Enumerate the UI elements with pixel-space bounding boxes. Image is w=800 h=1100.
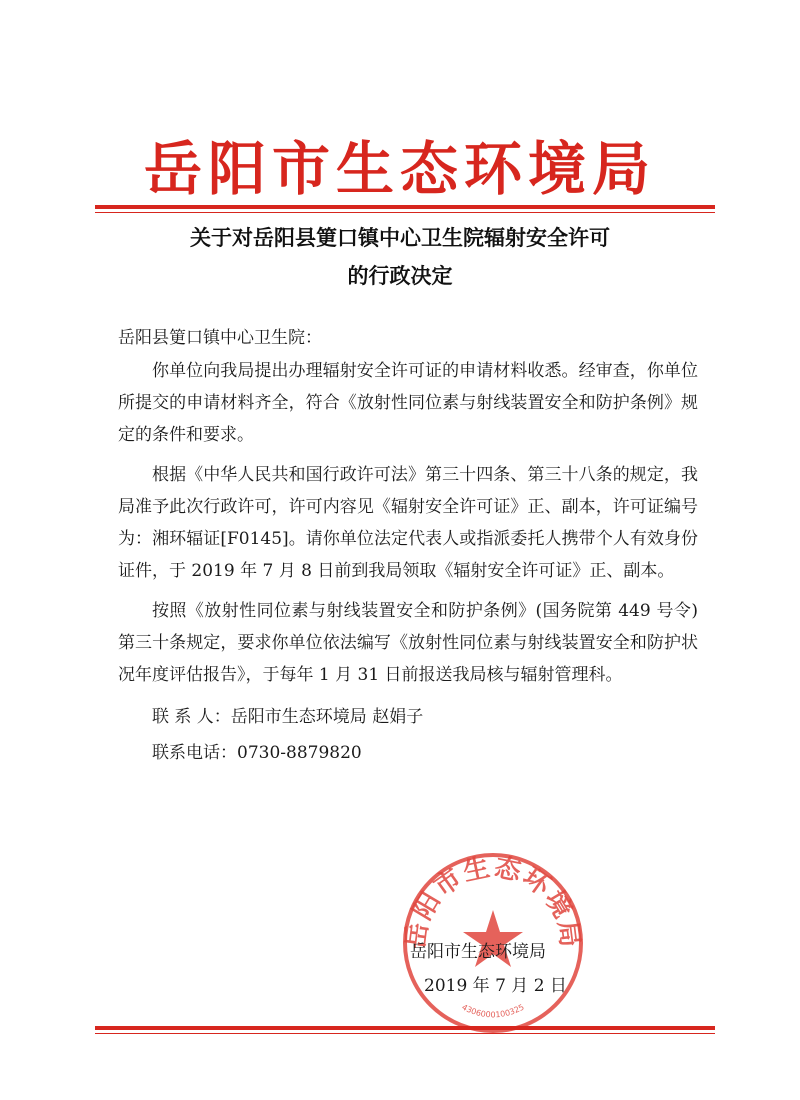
addressee: 岳阳县筻口镇中心卫生院： (118, 328, 322, 348)
contact-phone: 联系电话：0730-8879820 (152, 743, 362, 763)
footer-rule-thick (95, 1026, 715, 1030)
document-title-line-2: 的行政决定 (347, 263, 453, 288)
seal-number: 4306000100325 (460, 1002, 526, 1020)
footer-rule-thin (95, 1033, 715, 1034)
signature-date: 2019 年 7 月 2 日 (424, 976, 567, 996)
document-body (118, 355, 698, 771)
masthead-rule-thick (95, 205, 715, 209)
body-paragraph-3: 按照《放射性同位素与射线装置安全和防护条例》(国务院第 449 号令)第三十条规定，要求你单位依法编写《放射性同位素与射线装置安全和防护状况年度评估报告》，于每年 1 月 31 日前报送我局核与辐射管理科。 (118, 601, 698, 685)
signature-block (410, 935, 590, 1003)
body-paragraph-1: 你单位向我局提出办理辐射安全许可证的申请材料收悉。经审查，你单位所提交的申请材料齐全，符合《放射性同位素与射线装置安全和防护条例》规定的条件和要求。 (118, 361, 698, 445)
body-paragraph-2: 根据《中华人民共和国行政许可法》第三十四条、第三十八条的规定，我局准予此次行政许可，许可内容见《辐射安全许可证》正、副本，许可证编号为：湘环辐证[F0145]。请你单位法定代表人或指派委托人携带个人有效身份证件，于 2019 年 7 月 8 日前到我局领取《辐射安全许可证》正、副本。 (118, 465, 698, 581)
signature-org: 岳阳市生态环境局 (410, 942, 546, 962)
contact-person: 联 系 人：岳阳市生态环境局 赵娟子 (152, 707, 424, 727)
seal-arc-text: 岳阳市生态环境局 (400, 852, 586, 951)
masthead-agency-name: 岳阳市生态环境局 (143, 135, 656, 203)
svg-text:4306000100325 (460, 1003, 525, 1020)
document-title-line-1: 关于对岳阳县筻口镇中心卫生院辐射安全许可 (190, 225, 610, 250)
masthead-rule-thin (95, 212, 715, 213)
